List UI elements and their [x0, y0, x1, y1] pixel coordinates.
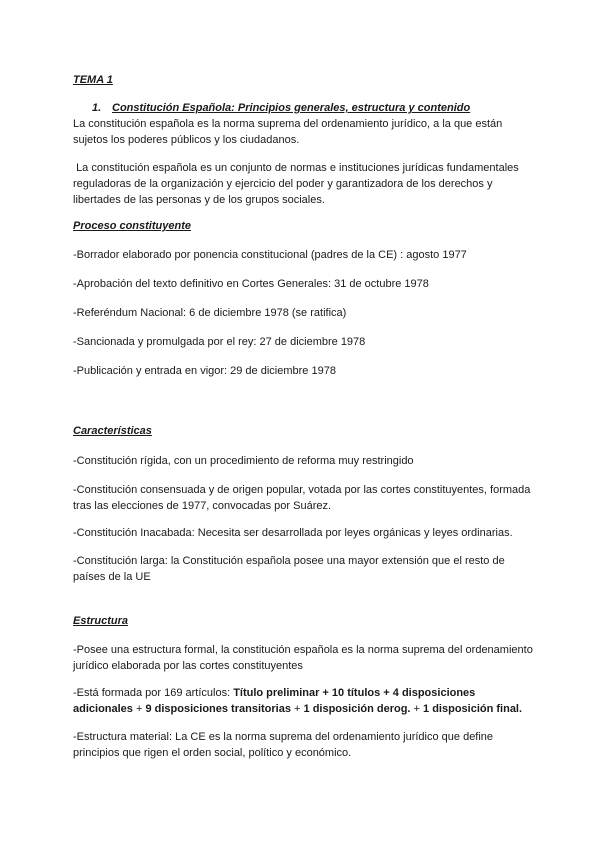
estructura-item-1: -Posee una estructura formal, la constitución española es la norma suprema del ordenamiento jurídico elaborada por las cortes constituyentes — [73, 644, 533, 672]
disposicion-final: 1 disposición final. — [423, 703, 523, 715]
proceso-heading: Proceso constituyente — [73, 220, 191, 232]
section1-number: 1. — [92, 102, 102, 114]
section1-heading-text: Constitución Española: Principios generales, estructura y contenido — [112, 102, 471, 114]
section1-heading — [92, 100, 532, 116]
diez-titulos: 10 títulos — [331, 687, 381, 699]
proceso-item: -Publicación y entrada en vigor: 29 de diciembre 1978 — [73, 365, 336, 377]
caracteristicas-heading: Características — [73, 425, 152, 437]
estructura-item-3: -Estructura material: La CE es la norma suprema del ordenamiento jurídico que define principios que rigen el orden social, político y económico. — [73, 731, 494, 759]
caracteristicas-item: -Constitución rígida, con un procedimiento de reforma muy restringido — [73, 455, 414, 467]
disposiciones-adicionales: 4 disposiciones adicionales — [73, 687, 476, 715]
caracteristicas-item: -Constitución Inacabada: Necesita ser desarrollada por leyes orgánicas y leyes ordinarias. — [73, 527, 513, 539]
doc-title: TEMA 1 — [73, 74, 113, 86]
estructura-item-2-prefix: -Está formada por 169 artículos: — [73, 687, 234, 699]
proceso-item: -Aprobación del texto definitivo en Cortes Generales: 31 de octubre 1978 — [73, 278, 429, 290]
caracteristicas-item: -Constitución larga: la Constitución española posee una mayor extensión que el resto de países de la UE — [73, 555, 505, 583]
caracteristicas-item: -Constitución consensuada y de origen popular, votada por las cortes constituyentes, formada tras las elecciones de 1977, convocadas por Suárez. — [73, 484, 531, 512]
estructura-heading: Estructura — [73, 615, 129, 627]
disposicion-derogatoria: 1 disposición derog. — [303, 703, 411, 715]
plus-sign: + — [380, 687, 393, 699]
plus-sign: + — [319, 687, 332, 699]
plus-sign: + — [410, 703, 424, 715]
disposiciones-transitorias: 9 disposiciones transitorias — [145, 703, 291, 715]
section1-paragraph-1: La constitución española es la norma suprema del ordenamiento jurídico, a la que están sujetos los poderes públicos y los ciudadanos. — [73, 118, 503, 146]
proceso-item: -Referéndum Nacional: 6 de diciembre 1978 (se ratifica) — [73, 307, 347, 319]
estructura-item-2 — [73, 685, 533, 717]
proceso-item: -Borrador elaborado por ponencia constitucional (padres de la CE) : agosto 1977 — [73, 249, 467, 261]
titulo-preliminar: Título preliminar — [233, 687, 320, 699]
plus-sign: + — [290, 703, 304, 715]
proceso-item: -Sancionada y promulgada por el rey: 27 de diciembre 1978 — [73, 336, 366, 348]
section1-paragraph-2: La constitución española es un conjunto de normas e instituciones jurídicas fundamentales reguladoras de la organización y ejercicio del poder y garantizadora de los derechos y libertades de las personas y de los grupos sociales. — [73, 162, 522, 206]
plus-sign: + — [132, 703, 146, 715]
